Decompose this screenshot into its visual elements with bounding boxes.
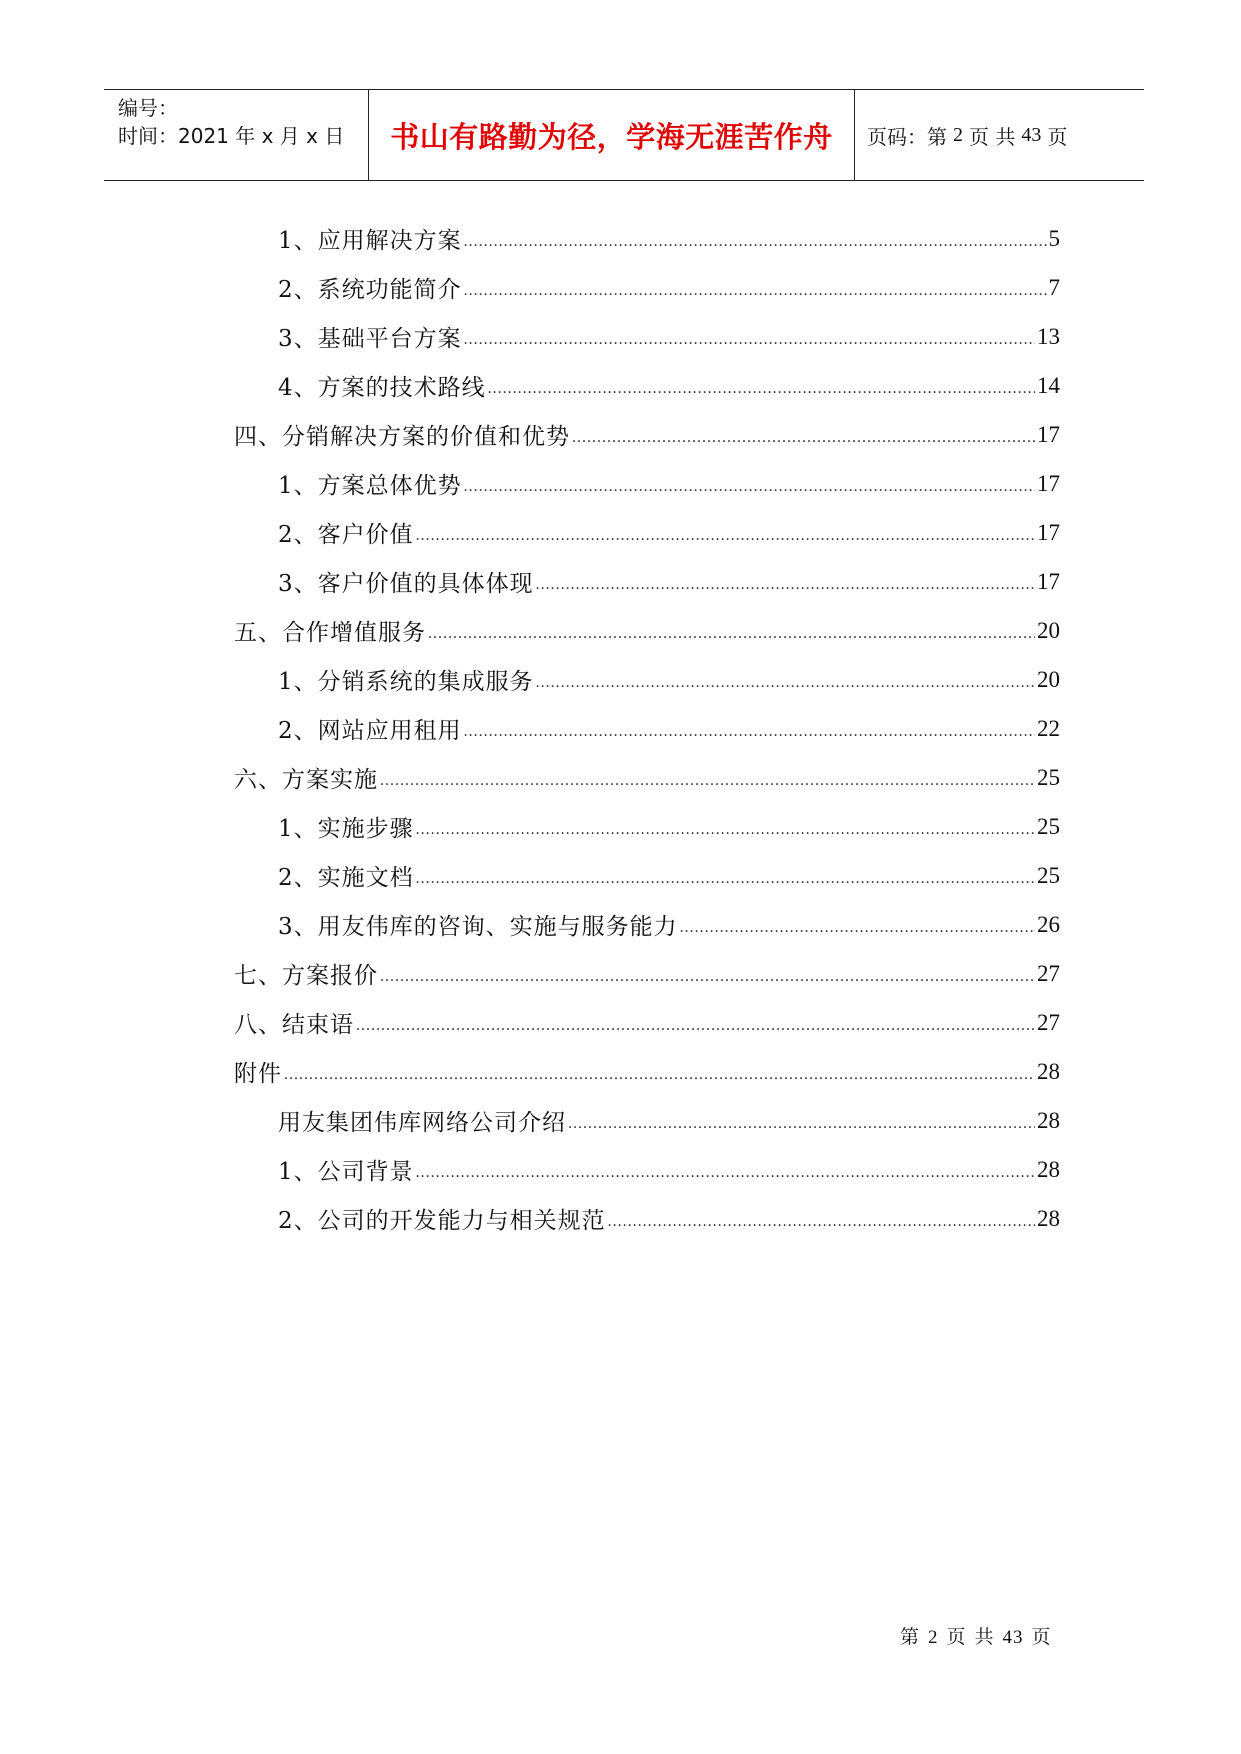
toc-entry[interactable] <box>234 312 1060 361</box>
header-page-total: 43 <box>1021 123 1042 146</box>
toc-entry-title: 2、实施文档 <box>278 865 414 891</box>
toc-entry[interactable] <box>234 900 1060 949</box>
toc-entry[interactable] <box>234 214 1060 263</box>
toc-entry-title: 1、方案总体优势 <box>278 473 462 499</box>
toc-dot-leader <box>416 527 1035 557</box>
toc-entry[interactable] <box>234 1145 1060 1194</box>
footer-suffix: 页 <box>1031 1627 1052 1648</box>
toc-dot-leader <box>464 331 1035 361</box>
toc-entry-page: 17 <box>1037 421 1060 447</box>
toc-entry-page: 28 <box>1037 1107 1060 1133</box>
header-page-current: 2 <box>953 123 963 146</box>
toc-entry-title: 3、基础平台方案 <box>278 326 462 352</box>
toc-entry[interactable] <box>234 655 1060 704</box>
toc-entry-page: 28 <box>1037 1156 1060 1182</box>
toc-dot-leader <box>608 1213 1035 1243</box>
toc-entry-title: 四、分销解决方案的价值和优势 <box>234 424 570 450</box>
toc-dot-leader <box>416 870 1035 900</box>
toc-entry-title: 2、客户价值 <box>278 522 414 548</box>
toc-entry-page: 28 <box>1037 1205 1060 1231</box>
toc-entry-title: 附件 <box>234 1061 282 1087</box>
toc-entry[interactable] <box>234 606 1060 655</box>
toc-entry-page: 22 <box>1037 715 1060 741</box>
toc-entry[interactable] <box>234 410 1060 459</box>
toc-entry[interactable] <box>234 753 1060 802</box>
toc-entry-title: 3、用友伟库的咨询、实施与服务能力 <box>278 914 678 940</box>
toc-dot-leader <box>356 1017 1035 1047</box>
toc-dot-leader <box>680 919 1035 949</box>
header-page-info <box>855 90 1144 180</box>
toc-entry-title: 八、结束语 <box>234 1012 354 1038</box>
toc-dot-leader <box>284 1066 1035 1096</box>
toc-entry-title: 4、方案的技术路线 <box>278 375 486 401</box>
toc-entry-page: 28 <box>1037 1058 1060 1084</box>
header-page-middle: 页 共 <box>969 124 1016 149</box>
toc-dot-leader <box>416 1164 1035 1194</box>
page-footer <box>900 1622 1060 1649</box>
toc-entry-page: 25 <box>1037 764 1060 790</box>
header-meta <box>104 90 368 180</box>
toc-dot-leader <box>380 772 1035 802</box>
toc-entry[interactable] <box>234 802 1060 851</box>
toc-entry[interactable] <box>234 704 1060 753</box>
toc-entry[interactable] <box>234 1194 1060 1243</box>
toc-entry-page: 27 <box>1037 960 1060 986</box>
toc-dot-leader <box>488 380 1035 410</box>
table-of-contents <box>234 214 1060 1243</box>
toc-entry-title: 1、分销系统的集成服务 <box>278 669 534 695</box>
toc-entry-page: 27 <box>1037 1009 1060 1035</box>
toc-entry-page: 25 <box>1037 862 1060 888</box>
toc-entry[interactable] <box>234 361 1060 410</box>
toc-entry-page: 17 <box>1037 568 1060 594</box>
toc-dot-leader <box>536 576 1035 606</box>
toc-entry-page: 7 <box>1048 274 1060 300</box>
toc-entry-title: 用友集团伟库网络公司介绍 <box>278 1110 566 1136</box>
toc-dot-leader <box>416 821 1035 851</box>
header-page-prefix: 页码：第 <box>867 124 947 149</box>
toc-entry-page: 25 <box>1037 813 1060 839</box>
toc-dot-leader <box>428 625 1035 655</box>
toc-dot-leader <box>464 282 1047 312</box>
toc-dot-leader <box>464 233 1047 263</box>
toc-entry-page: 20 <box>1037 617 1060 643</box>
toc-entry-page: 17 <box>1037 470 1060 496</box>
toc-entry-title: 1、应用解决方案 <box>278 228 462 254</box>
toc-entry-title: 3、客户价值的具体体现 <box>278 571 534 597</box>
header-motto-cell <box>368 90 855 180</box>
toc-dot-leader <box>464 478 1035 508</box>
toc-entry[interactable] <box>234 263 1060 312</box>
footer-prefix: 第 <box>900 1627 921 1648</box>
toc-entry-title: 2、系统功能简介 <box>278 277 462 303</box>
toc-entry-title: 六、方案实施 <box>234 767 378 793</box>
toc-entry-page: 20 <box>1037 666 1060 692</box>
toc-dot-leader <box>464 723 1035 753</box>
toc-dot-leader <box>568 1115 1035 1145</box>
toc-entry[interactable] <box>234 459 1060 508</box>
footer-middle2: 共 <box>974 1627 995 1648</box>
toc-entry-page: 5 <box>1048 225 1060 251</box>
toc-entry-page: 26 <box>1037 911 1060 937</box>
footer-total: 43 <box>1002 1627 1024 1648</box>
toc-entry[interactable] <box>234 508 1060 557</box>
toc-entry-title: 1、实施步骤 <box>278 816 414 842</box>
toc-entry-title: 五、合作增值服务 <box>234 620 426 646</box>
toc-entry[interactable] <box>234 851 1060 900</box>
toc-entry[interactable] <box>234 1047 1060 1096</box>
toc-entry-page: 14 <box>1037 372 1060 398</box>
page-header <box>104 89 1144 181</box>
toc-entry-page: 13 <box>1037 323 1060 349</box>
toc-entry[interactable] <box>234 1096 1060 1145</box>
toc-entry[interactable] <box>234 557 1060 606</box>
toc-entry-title: 2、公司的开发能力与相关规范 <box>278 1208 606 1234</box>
footer-middle1: 页 <box>946 1627 967 1648</box>
toc-dot-leader <box>380 968 1035 998</box>
toc-entry-title: 1、公司背景 <box>278 1159 414 1185</box>
document-time: 时间：2021 年 x 月 x 日 <box>118 124 345 148</box>
document-number-label: 编号： <box>118 96 178 120</box>
header-motto: 书山有路勤为径，学海无涯苦作舟 <box>390 119 833 154</box>
toc-dot-leader <box>536 674 1035 704</box>
toc-entry-title: 七、方案报价 <box>234 963 378 989</box>
footer-current: 2 <box>928 1627 939 1648</box>
header-page-suffix: 页 <box>1047 124 1068 149</box>
toc-entry-page: 17 <box>1037 519 1060 545</box>
toc-entry[interactable] <box>234 949 1060 998</box>
toc-entry[interactable] <box>234 998 1060 1047</box>
toc-entry-title: 2、网站应用租用 <box>278 718 462 744</box>
toc-dot-leader <box>572 429 1035 459</box>
